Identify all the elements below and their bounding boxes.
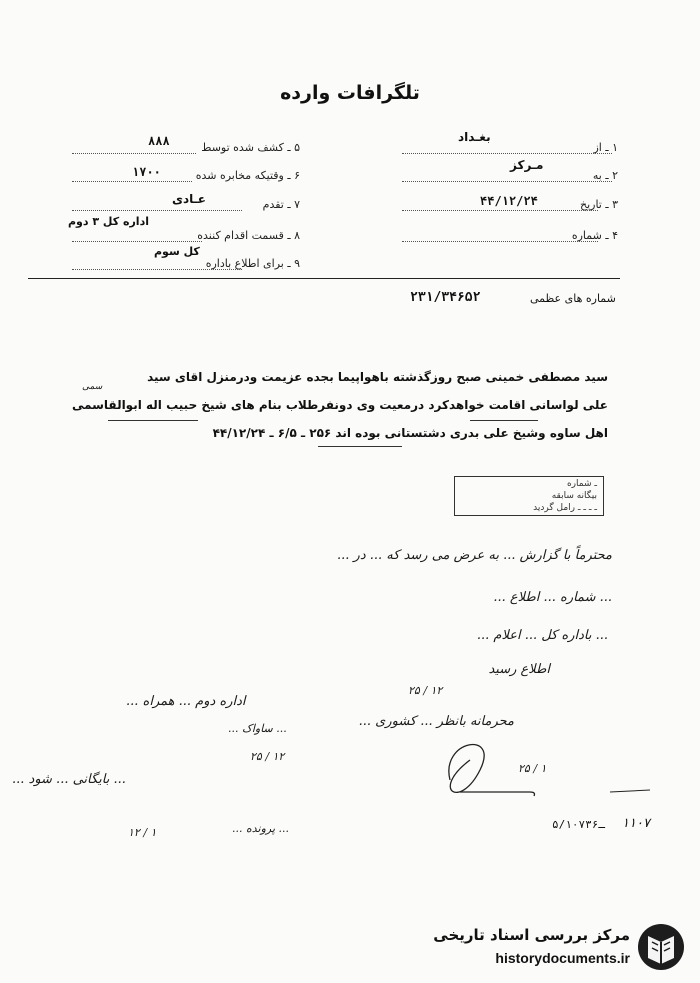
- handwritten-note-line-2: ... شماره ... اطلاع ...: [493, 590, 612, 605]
- handwritten-note-line-1: محترماً با گزارش ... به عرض می رسد که ... در ...: [337, 548, 612, 563]
- handwritten-bottom-line-2: ... پرونده ...: [232, 822, 290, 835]
- reference-mark: ۱۱۰۷: [622, 816, 650, 831]
- secret-number-label: شماره های عظمی: [530, 292, 616, 305]
- handwritten-note-line-4: اطلاع رسید: [488, 662, 550, 677]
- secret-number-value: ۲۳۱/۳۴۶۵۲: [410, 290, 481, 305]
- field-value-to: مـرکز: [510, 158, 544, 172]
- handwritten-left-line-2: ... ساواک ...: [228, 722, 287, 735]
- field-value-date: ۴۴/۱۲/۲۴: [480, 194, 538, 208]
- body-line-3: اهل ساوه وشیخ علی بدری دشتستانی بوده اند ۲۵۶ ـ ۶/۵ ـ ۴۴/۱۲/۲۴: [212, 426, 608, 440]
- field-value-sent-time: ۱۷۰۰: [132, 165, 161, 179]
- field-value-action-dept: اداره کل ۳ دوم: [68, 215, 149, 228]
- dash-stroke: [610, 790, 650, 792]
- handwritten-left-line-1: اداره دوم ... همراه ...: [126, 694, 246, 709]
- handwritten-note-right: محرمانه بانظر ... کشوری ...: [358, 714, 514, 729]
- handwriting-strokes: [410, 720, 670, 830]
- field-line-number: [402, 241, 598, 242]
- field-line-info-dept: [72, 269, 242, 270]
- field-label-priority: ۷ ـ تقدم: [262, 198, 300, 211]
- field-label-sent-time: ۶ ـ وقتیکه مخابره شده: [195, 169, 300, 182]
- signature-stroke: [449, 745, 484, 793]
- handwritten-date-1: ۲۵ / ۱۲: [408, 684, 443, 697]
- field-label-from: ۱ ـ از: [593, 141, 618, 154]
- body-underline-3: [470, 420, 538, 421]
- body-line-2: علی لواسانی اقامت خواهدکرد درمعیت وی دونفرطلاب بنام های شیخ حبیب اله ابوالقاسمی: [71, 398, 608, 412]
- field-label-number: ۴ ـ شماره: [571, 229, 618, 242]
- stamp-row-2: بیگانه سابقه: [551, 491, 597, 501]
- field-label-info-dept: ۹ ـ برای اطلاع باداره: [205, 257, 300, 270]
- field-line-action-dept: [72, 241, 202, 242]
- field-label-date: ۳ ـ تاریخ: [579, 198, 618, 211]
- handwritten-bottom-line-3: ۱۲ / ۱: [128, 826, 157, 839]
- body-insert-note: سمی: [82, 382, 103, 392]
- stamp-row-1: ـ شماره: [566, 479, 597, 489]
- archive-watermark: [410, 920, 690, 976]
- field-line-decoded-by: [72, 153, 196, 154]
- field-value-from: بغـداد: [458, 130, 491, 144]
- handwritten-note-line-3: ... باداره کل ... اعلام ...: [476, 628, 608, 643]
- body-underline-2: [318, 446, 402, 447]
- handwritten-date-2: ۲۵ / ۱: [518, 762, 547, 775]
- field-label-to: ۲ ـ به: [592, 169, 618, 182]
- field-value-info-dept: کل سوم: [154, 245, 200, 258]
- header-divider: [28, 278, 620, 279]
- field-value-decoded-by: ۸۸۸: [148, 134, 170, 148]
- document-title: تلگرافات وارده: [280, 82, 420, 104]
- body-underline-1: [108, 420, 198, 421]
- field-value-priority: عـادی: [172, 192, 206, 206]
- body-line-1: سید مصطفی خمینی صبح روزگذشته باهواپیما بجده عزیمت ودرمنزل اقای سید: [147, 370, 608, 384]
- field-label-action-dept: ۸ ـ قسمت اقدام کننده: [197, 229, 300, 242]
- field-line-date: [402, 210, 598, 211]
- archive-site: historydocuments.ir: [495, 950, 630, 966]
- registry-stamp: [454, 476, 604, 516]
- arrow-stroke: [460, 792, 535, 796]
- handwritten-bottom-line-1: ... بایگانی ... شود ...: [12, 772, 126, 787]
- reference-number: ۵/۱۰۷ـ۳۶: [552, 818, 605, 831]
- archive-logo-icon: [636, 922, 686, 972]
- field-label-decoded-by: ۵ ـ کشف شده توسط: [201, 141, 300, 154]
- field-line-priority: [72, 210, 242, 211]
- field-line-sent-time: [72, 181, 192, 182]
- field-line-to: [402, 181, 612, 182]
- stamp-row-3: ـ ـ ـ ـ رامل گردید: [533, 503, 597, 513]
- field-line-from: [402, 153, 612, 154]
- archive-name: مرکز بررسی اسناد تاریخی: [433, 926, 630, 944]
- handwritten-left-date: ۲۵ / ۱۲: [250, 750, 285, 763]
